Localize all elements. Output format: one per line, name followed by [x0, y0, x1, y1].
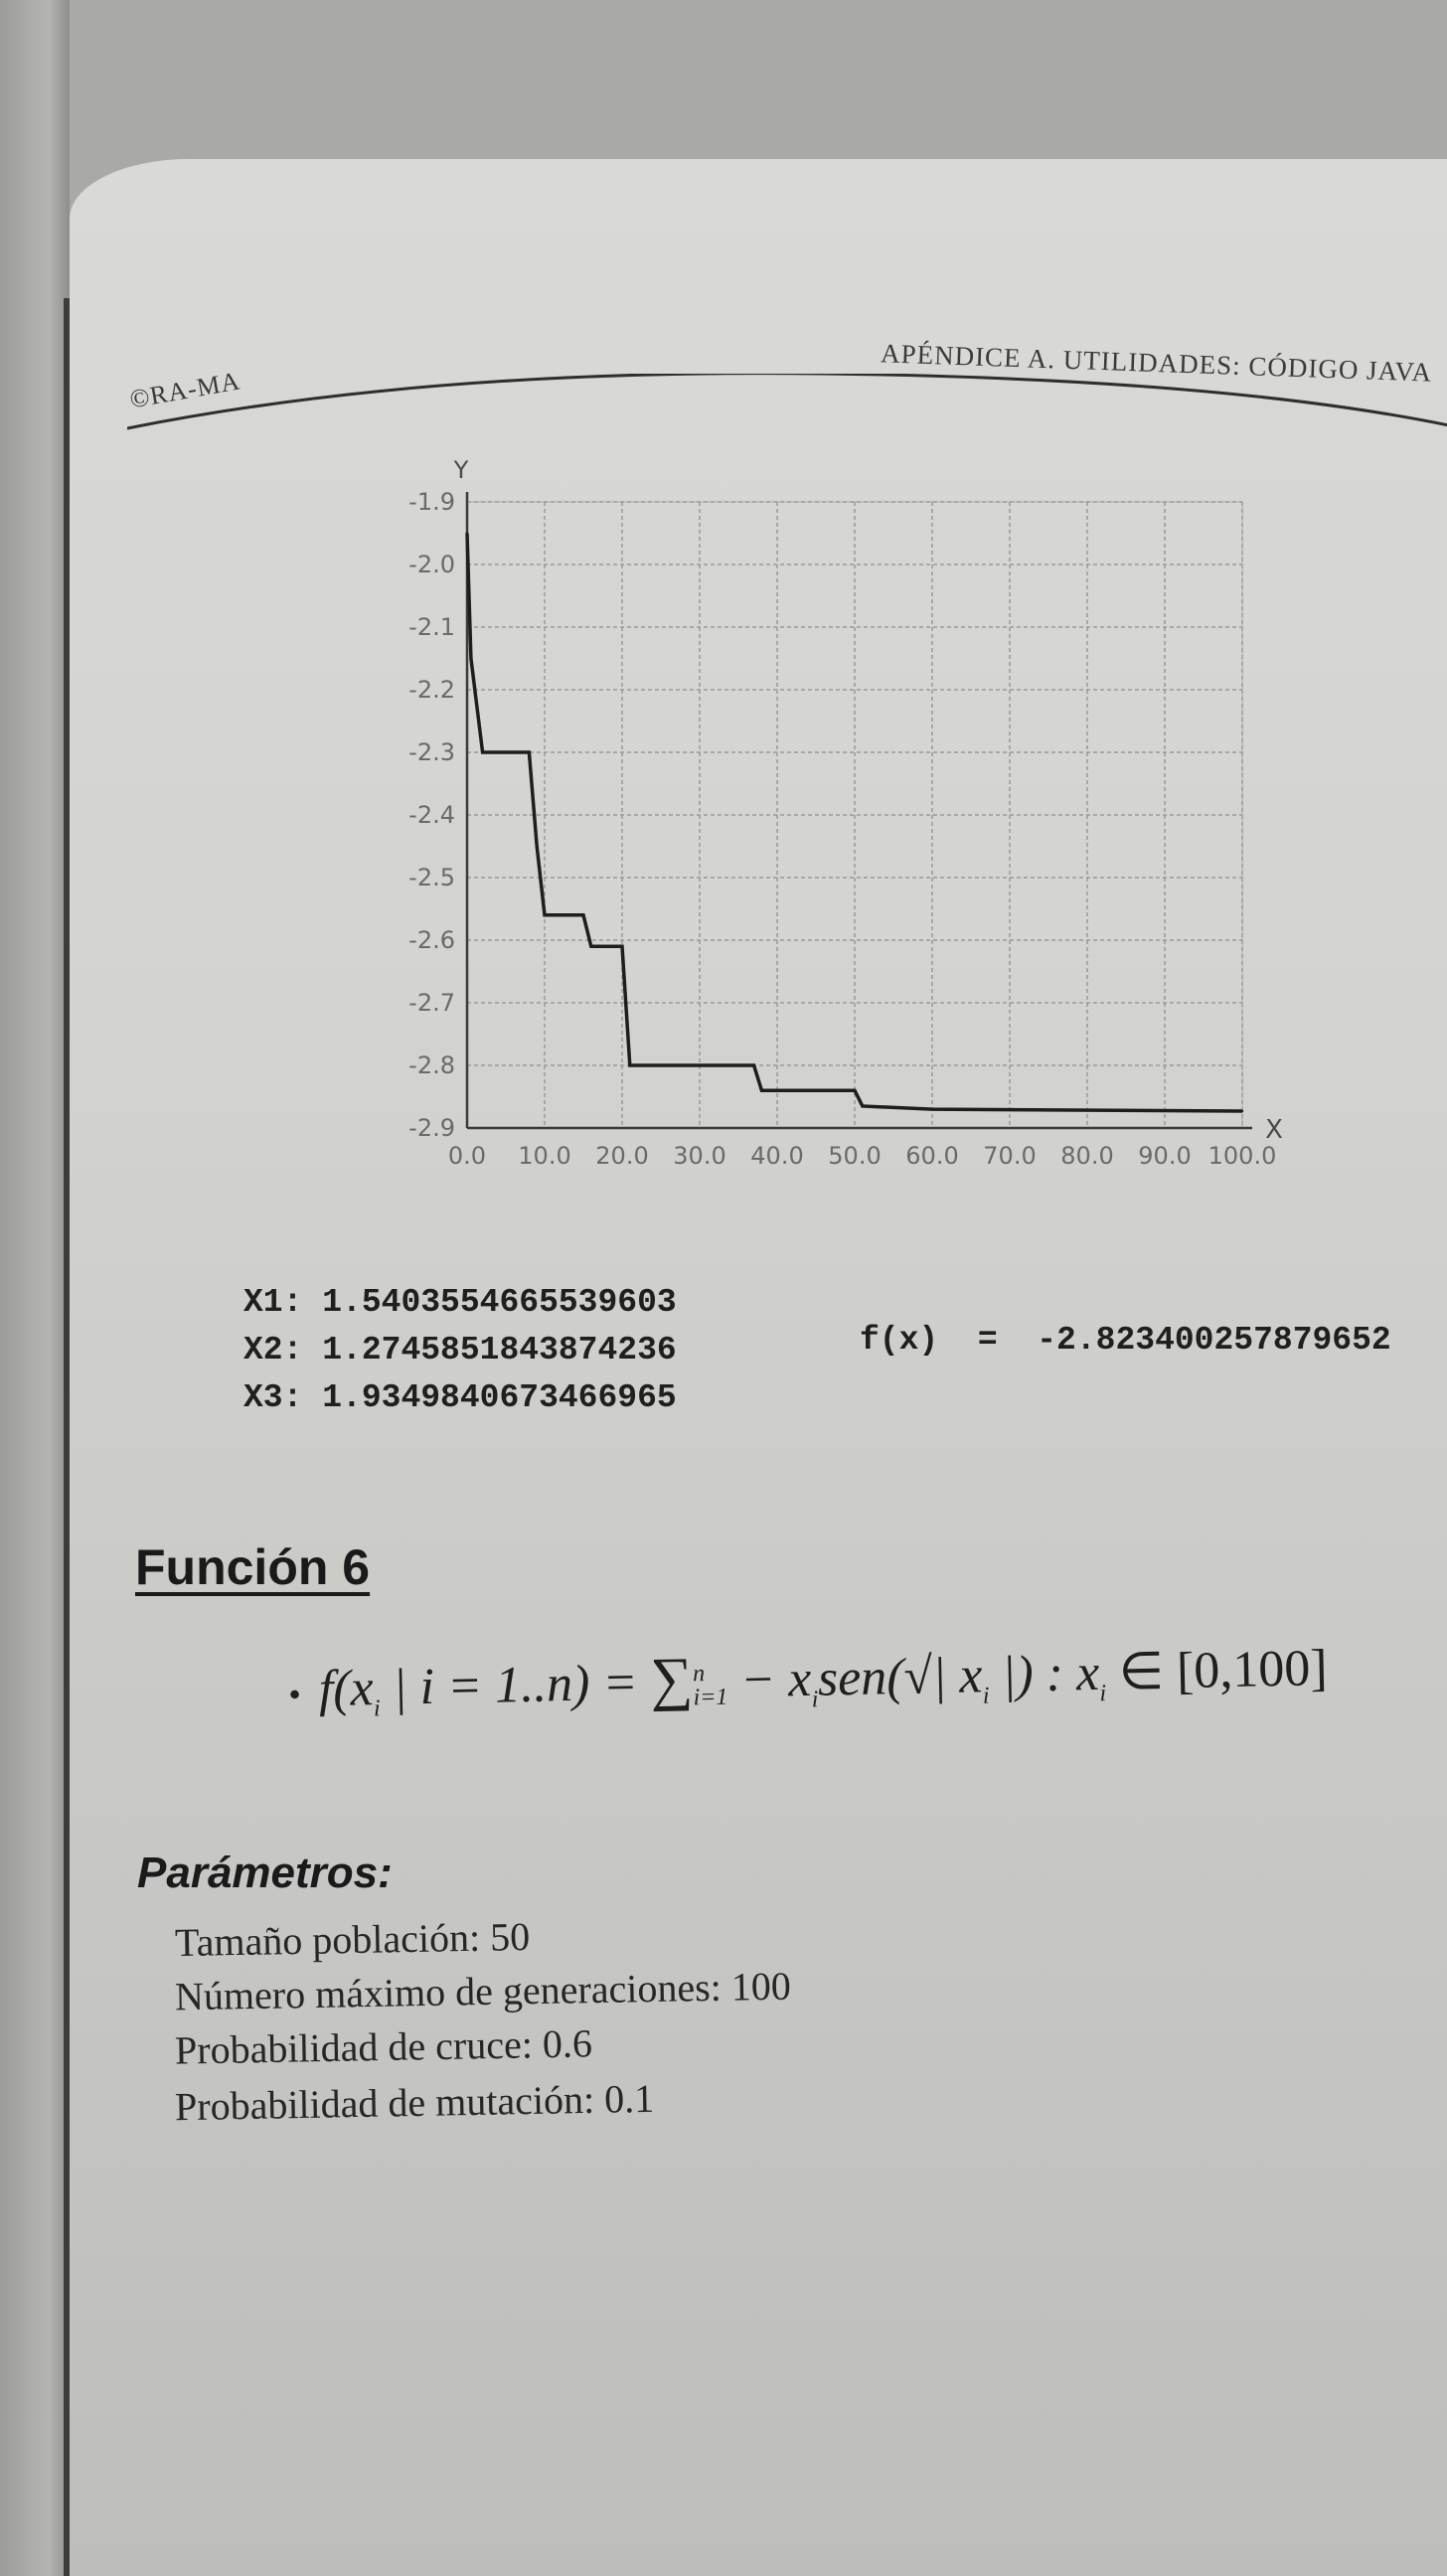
x-tick-label: 20.0: [595, 1142, 649, 1170]
formula-lhs-sub: i: [373, 1695, 381, 1722]
formula-lhs: f(x: [318, 1660, 375, 1718]
page-spine: [64, 298, 70, 2576]
formula-domain: ∈ [0,100]: [1105, 1640, 1329, 1701]
header-chapter: APÉNDICE A. UTILIDADES: CÓDIGO JAVA: [880, 338, 1433, 388]
series-point: [621, 945, 623, 947]
series-point: [590, 945, 592, 947]
x-tick-label: 90.0: [1138, 1142, 1192, 1170]
y-tick-label: -2.9: [408, 1114, 455, 1142]
x-tick-label: 50.0: [828, 1142, 882, 1170]
result-x3: [243, 1379, 677, 1416]
series-point: [474, 689, 476, 691]
formula-tail: |) : x: [988, 1644, 1100, 1704]
param-mutation: Probabilidad de mutación: 0.1: [174, 2075, 655, 2130]
x-tick-label: 60.0: [905, 1142, 959, 1170]
x3-value: 1.9349840673466965: [322, 1379, 677, 1416]
result-x1: [243, 1284, 677, 1321]
series-point: [760, 1089, 762, 1091]
formula-bullet: •: [287, 1674, 302, 1715]
x1-value: 1.5403554665539603: [322, 1284, 677, 1321]
param-crossover: Probabilidad de cruce: 0.6: [174, 2020, 593, 2073]
series-point: [470, 657, 472, 659]
formula-term-sub: i: [811, 1687, 819, 1713]
section-title: Función 6: [135, 1539, 371, 1595]
formula-term-rest: sen(√| x: [817, 1647, 984, 1707]
series-point: [1241, 1110, 1243, 1112]
series-point: [544, 914, 546, 916]
x-tick-label: 80.0: [1060, 1142, 1114, 1170]
result-fx: [860, 1322, 1391, 1359]
params-title: Parámetros:: [137, 1849, 393, 1897]
series-point: [528, 751, 530, 753]
formula-sum: ∑: [649, 1645, 694, 1712]
series-point: [931, 1108, 933, 1110]
formula-sum-sub: i=1: [693, 1684, 728, 1711]
x2-value: 1.2745851843874236: [322, 1332, 677, 1368]
x-tick-label: 70.0: [983, 1142, 1037, 1170]
x1-label: X1:: [243, 1284, 303, 1321]
series-point: [489, 751, 491, 753]
formula-term: − x: [726, 1650, 812, 1709]
chart: [378, 447, 1302, 1183]
x2-label: X2:: [243, 1332, 303, 1368]
result-x2: [243, 1332, 677, 1368]
param-generations: Número máximo de generaciones: 100: [174, 1963, 792, 2019]
y-tick-label: -2.5: [408, 864, 455, 891]
y-tick-label: -2.4: [408, 801, 455, 829]
y-tick-label: -2.2: [408, 676, 455, 704]
formula-lhs-rest: | i = 1..n) =: [379, 1654, 652, 1717]
y-tick-label: -2.1: [408, 613, 455, 641]
series-point: [466, 532, 468, 534]
header-rule: [127, 374, 1447, 433]
formula-tail-sub: i: [1099, 1681, 1107, 1707]
x-tick-label: 30.0: [673, 1142, 726, 1170]
y-tick-label: -2.0: [408, 551, 455, 578]
fx-equals: =: [977, 1322, 998, 1359]
fx-value: -2.823400257879652: [1037, 1322, 1391, 1359]
y-tick-label: -2.8: [408, 1051, 455, 1079]
series-point: [854, 1089, 856, 1091]
series-point: [629, 1064, 631, 1066]
series-point: [536, 845, 538, 847]
series-point: [481, 751, 483, 753]
x-tick-label: 100.0: [1207, 1142, 1277, 1170]
x-tick-label: 10.0: [518, 1142, 571, 1170]
series-point: [862, 1105, 864, 1107]
formula-sum-sup: n: [692, 1661, 706, 1688]
param-population: Tamaño población: 50: [174, 1913, 531, 1966]
x-tick-label: 40.0: [750, 1142, 804, 1170]
y-tick-label: -1.9: [408, 488, 455, 516]
header-publisher: ©RA-MA: [127, 366, 243, 414]
left-page-edge: [0, 0, 70, 2576]
fx-label: f(x): [860, 1322, 939, 1359]
series-point: [582, 914, 584, 916]
y-axis-label: Y: [453, 456, 469, 484]
x-axis-label: X: [1265, 1115, 1283, 1145]
formula-abs-sub: i: [982, 1683, 990, 1709]
x3-label: X3:: [243, 1379, 303, 1416]
x-tick-label: 0.0: [447, 1142, 487, 1170]
y-tick-label: -2.3: [408, 738, 455, 766]
series-point: [752, 1064, 754, 1066]
y-tick-label: -2.6: [408, 926, 455, 954]
y-tick-label: -2.7: [408, 989, 455, 1017]
